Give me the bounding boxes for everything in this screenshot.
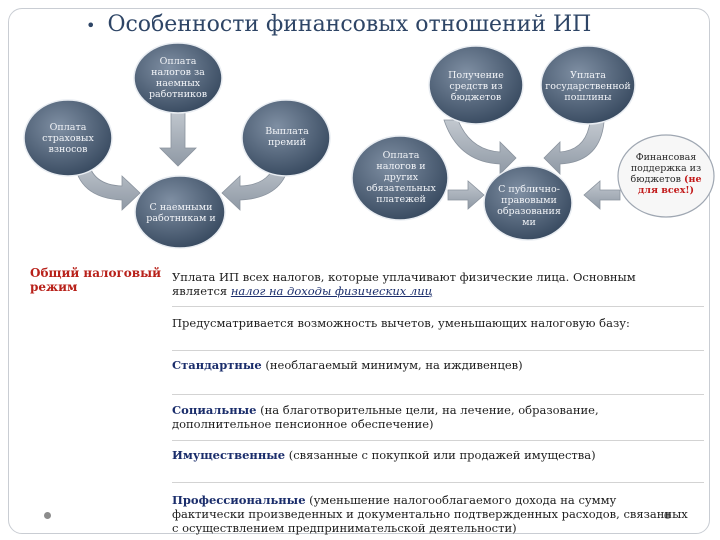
support-text: Финансовая поддержка из бюджетов bbox=[630, 152, 702, 185]
ndfl-link[interactable]: налог на доходы физических лиц bbox=[230, 284, 433, 298]
deduction-property bbox=[172, 448, 690, 462]
general-regime-label: Общий налоговый режим bbox=[30, 266, 162, 294]
label-budget-funds: Получение средств из бюджетов bbox=[448, 69, 504, 103]
deduction-professional-name: Профессиональные bbox=[172, 493, 306, 507]
relations-diagram bbox=[0, 0, 720, 262]
label-tax-hired: Оплата налогов за наемных работников bbox=[148, 56, 208, 100]
deduction-standard bbox=[172, 358, 690, 372]
divider-5 bbox=[172, 482, 704, 483]
support-label bbox=[622, 152, 710, 196]
arrow-support-left bbox=[584, 181, 620, 209]
label-hired-workers: С наемными работникам и bbox=[146, 202, 216, 224]
deduction-property-name: Имущественные bbox=[172, 448, 286, 462]
deduction-standard-desc: (необлагаемый минимум, на иждивенцев) bbox=[265, 358, 523, 372]
paragraph-taxes bbox=[172, 270, 690, 298]
support-emphasis: (не для всех!) bbox=[637, 174, 702, 196]
arrow-taxes-right bbox=[448, 181, 484, 209]
arrow-budget-curve bbox=[444, 120, 516, 174]
paragraph-taxes-text: Уплата ИП всех налогов, которые уплачивают физические лица. Основным является bbox=[172, 270, 636, 298]
deduction-property-desc: (связанные с покупкой или продажей имущества) bbox=[288, 448, 596, 462]
deduction-social bbox=[172, 403, 690, 431]
deduction-standard-name: Стандартные bbox=[172, 358, 262, 372]
divider-1 bbox=[172, 306, 704, 307]
divider-3 bbox=[172, 394, 704, 395]
deduction-professional-desc: (уменьшение налогооблагаемого дохода на сумму фактически произведенных и документально подтвержденных расходов, связанных с осуществлением предпринимательской деятельности) bbox=[172, 493, 688, 535]
deduction-professional bbox=[172, 493, 690, 535]
label-bonus: Выплата премий bbox=[265, 126, 309, 148]
divider-4 bbox=[172, 440, 704, 441]
decor-dot-left bbox=[44, 512, 51, 519]
title-text: Особенности финансовых отношений ИП bbox=[107, 12, 592, 37]
label-insurance: Оплата страховых взносов bbox=[42, 121, 94, 155]
divider-2 bbox=[172, 350, 704, 351]
label-public-entities: С публично-правовыми образования ми bbox=[497, 184, 561, 228]
label-state-duties: Уплата государственной пошлины bbox=[545, 69, 631, 103]
arrow-duties-curve bbox=[544, 122, 604, 174]
label-other-taxes: Оплата налогов и других обязательных платежей bbox=[366, 149, 436, 205]
paragraph-deductions: Предусматривается возможность вычетов, уменьшающих налоговую базу: bbox=[172, 316, 630, 330]
deduction-social-name: Социальные bbox=[172, 403, 257, 417]
deduction-social-desc: (на благотворительные цели, на лечение, образование, дополнительное пенсионное обеспечение) bbox=[172, 403, 599, 431]
arrow-tax-down bbox=[160, 110, 196, 166]
title-bullet: • bbox=[86, 15, 96, 35]
